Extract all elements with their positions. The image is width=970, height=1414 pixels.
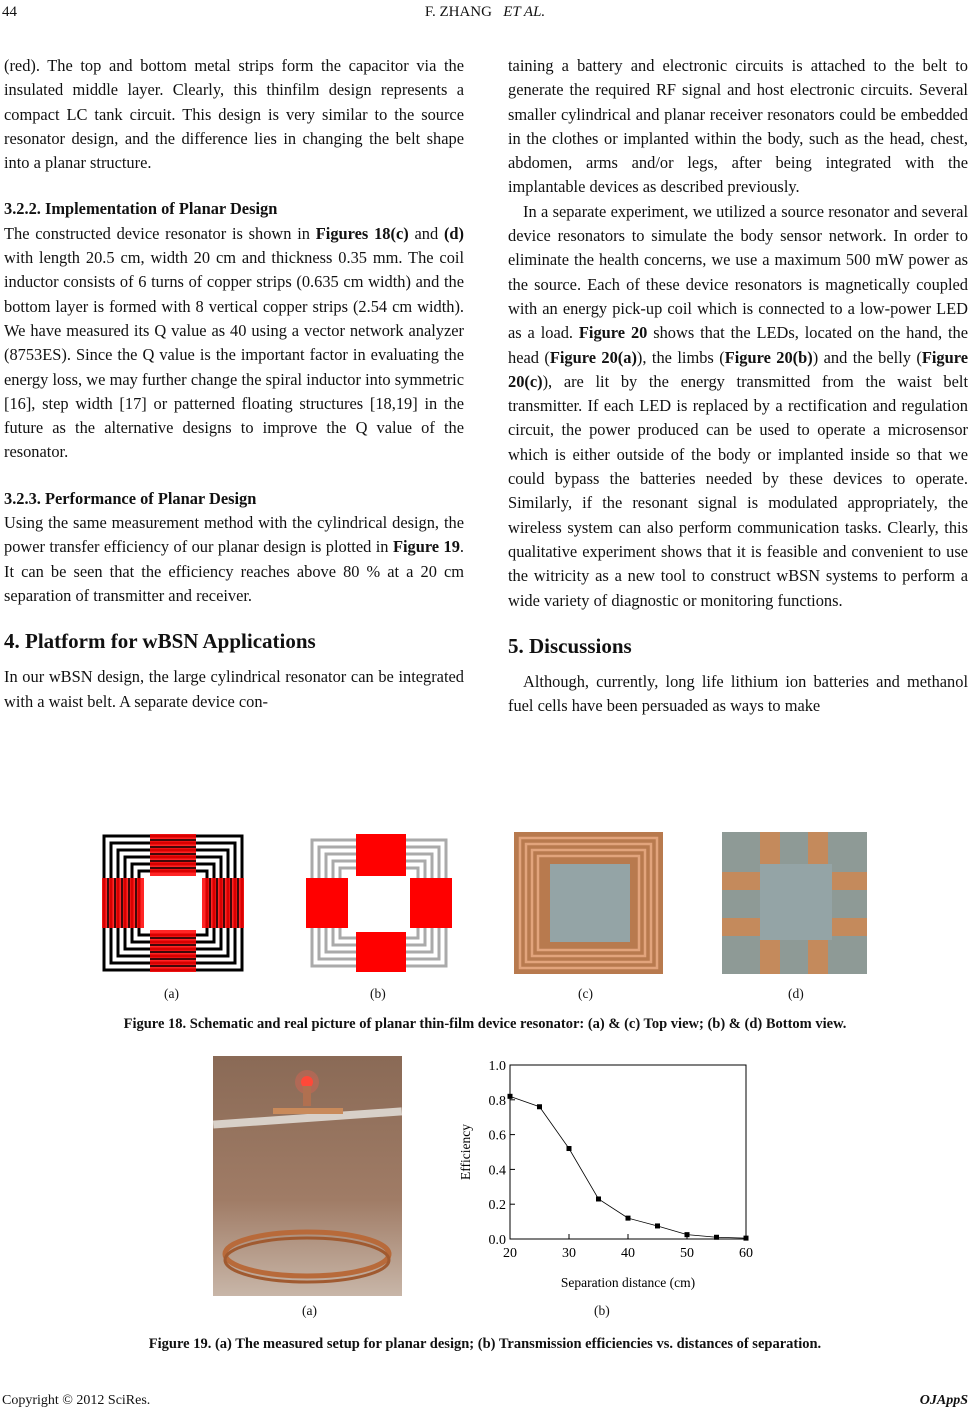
right-column	[508, 54, 968, 718]
journal-name: OJAppS	[919, 1393, 968, 1408]
paragraph: (red). The top and bottom metal strips form the capacitor via the insulated middle layer. Clearly, this thinfilm design represents a compact LC tank circuit. This design is very similar to the source resonator design, and the difference lies in changing the belt shape into a planar structure.	[4, 56, 464, 173]
plot-frame	[510, 1065, 746, 1239]
data-point	[655, 1223, 660, 1228]
x-tick-label: 60	[739, 1246, 753, 1261]
paragraph: Using the same measurement method with the cylindrical design, the power transfer efficiency of our planar design is plotted in Figure 19. It can be seen that the efficiency reaches above 80 % at a 20 cm separation of transmitter and receiver.	[4, 513, 464, 605]
x-axis-label: Separation distance (cm)	[560, 1275, 696, 1290]
copyright: Copyright © 2012 SciRes.	[2, 1393, 151, 1408]
running-head: F. ZHANG ET AL.	[424, 4, 546, 20]
y-tick-label: 0.0	[488, 1233, 506, 1248]
data-point	[508, 1094, 513, 1099]
data-point	[685, 1232, 690, 1237]
paragraph: In our wBSN design, the large cylindrical resonator can be integrated with a waist belt. A separate device con-	[4, 667, 464, 711]
section-heading: 5. Discussions	[508, 633, 632, 658]
figure-label: (b)	[594, 1303, 610, 1318]
paragraph: taining a battery and electronic circuits is attached to the belt to generate the required RF signal and host electronic circuits. Several smaller cylindrical and planar receiver resonators could be embedded in the clothes or implanted within the body, such as the head, chest, abdomen, arms and/or legs, after being integrated with the implantable devices as described previously.	[508, 56, 968, 197]
figure-18d-photo	[722, 832, 867, 974]
data-point	[567, 1146, 572, 1151]
y-axis-label: Efficiency	[458, 1124, 473, 1180]
y-tick-label: 1.0	[488, 1059, 506, 1074]
y-tick-label: 0.4	[488, 1163, 506, 1179]
data-point	[714, 1235, 719, 1240]
y-tick-label: 0.6	[488, 1128, 506, 1144]
x-tick-label: 50	[680, 1246, 694, 1261]
y-tick-label: 0.2	[488, 1198, 506, 1214]
left-column	[4, 54, 464, 714]
figure-label: (b)	[370, 986, 386, 1001]
x-tick-label: 20	[503, 1246, 517, 1261]
figure-19a-photo	[213, 1056, 402, 1296]
figure-18-caption: Figure 18. Schematic and real picture of planar thin-film device resonator: (a) & (c) Top view; (b) & (d) Bottom view.	[123, 1016, 847, 1032]
figure-18a-schematic	[102, 834, 244, 972]
data-point	[626, 1216, 631, 1221]
section-heading: 4. Platform for wBSN Applications	[4, 629, 316, 654]
paragraph: Although, currently, long life lithium ion batteries and methanol fuel cells have been persuaded as ways to make	[508, 671, 968, 716]
figure-19b-chart	[440, 1054, 760, 1300]
y-tick-label: 0.8	[488, 1093, 506, 1109]
figure-18c-photo	[514, 832, 663, 974]
page-number: 44	[2, 4, 17, 20]
x-tick-label: 40	[621, 1246, 635, 1261]
figure-label: (a)	[302, 1303, 317, 1318]
section-heading: 3.2.3. Performance of Planar Design	[4, 488, 257, 508]
figure-label: (d)	[788, 986, 804, 1001]
page-footer	[2, 1393, 968, 1409]
x-tick-label: 30	[562, 1246, 576, 1261]
figure-label: (a)	[164, 986, 179, 1001]
paragraph: In a separate experiment, we utilized a source resonator and several device resonators to simulate the body sensor network. In order to eliminate the health concerns, we use a maximum 500 mW power as the source. Each of these device resonators is magnetically coupled with an energy pick-up coil which is connected to a low-power LED as a load. Figure 20 shows that the LEDs, located on the hand, the head (Figure 20(a)), the limbs (Figure 20(b)) and the belly (Figure 20(c)), are lit by the energy transmitted from the waist belt transmitter. If each LED is replaced by a rectification and regulation circuit, the power produced can be used to operate a microsensor which is either outside of the body or implanted inside so that we could bypass the batteries needed by these devices to operate. Similarly, if the resonant signal is modulated appropriately, the wireless system can also perform communication tasks. Clearly, this qualitative experiment shows that it is feasible and convenient to use the witricity as a new tool to construct wBSN systems to perform a wide variety of diagnostic or monitoring functions.	[508, 201, 968, 610]
page-header	[0, 4, 970, 26]
figure-19-caption: Figure 19. (a) The measured setup for planar design; (b) Transmission efficiencies vs. distances of separation.	[148, 1336, 822, 1352]
figure-label: (c)	[578, 986, 593, 1001]
data-point	[744, 1236, 749, 1241]
data-point	[537, 1104, 542, 1109]
figure-18b-schematic	[306, 834, 452, 972]
paragraph: The constructed device resonator is shown in Figures 18(c) and (d) with length 20.5 cm, width 20 cm and thickness 0.35 mm. The coil inductor consists of 6 turns of copper strips (0.635 cm width) and the bottom layer is formed with 8 vertical copper strips (2.54 cm width). We have measured its Q value as 40 using a vector network analyzer (8753ES). Since the Q value is the important factor in evaluating the energy loss, we may further change the spiral inductor into symmetric [16], step width [17] or patterned floating structures [18,19] in the future as the alternative designs to improve the Q value of the resonator.	[4, 223, 464, 462]
data-point	[596, 1196, 601, 1201]
section-heading: 3.2.2. Implementation of Planar Design	[4, 199, 278, 219]
